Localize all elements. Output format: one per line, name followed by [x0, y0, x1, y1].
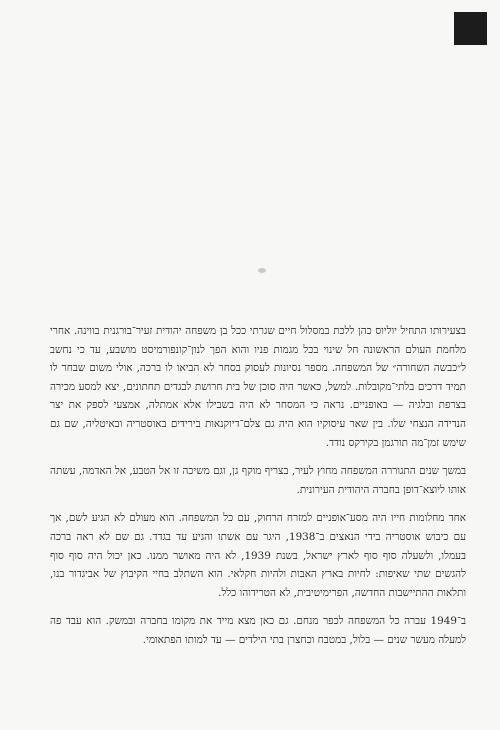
paragraph: במשך שנים התגוררה המשפחה מחוץ לעיר, בצריף מוקף גן, וגם משיכה זו אל הטבע, אל האדמה, עשתה אותו ליוצא־דופן בחברה היהודית העירונית.	[50, 465, 466, 496]
corner-marker	[454, 12, 487, 45]
body-text	[50, 322, 466, 650]
paragraph: בצעירותו התחיל יוליוס כהן ללכת במסלול חיים שגרתי ככל בן משפחה יהודית זעיר־בורגנית בווינה. אחרי מלחמת העולם הראשונה חל שינוי בכל מגמות פניו והוא הפך לנון־קונפורמיסט מושבע, עד כי נחשב ל״כבשה השחורה״ של המשפחה. מספר נסיונות לעסוק בסחר לא הביאו לו ברכה, אולי משום שבחר לו תמיד דרכים בלתי־מקובלות. למשל, כאשר היה סוכן של בית חרושת לבגדים תחתונים, יצא למסע מכירה בצרפת ובלגיה — באופניים. נראה כי המסחר לא היה בשבילו אלא אמתלה, אמצעי לספק את יצר הנדידה הנצחי שלו. בין שאר עיסוקיו הוא היה גם צלם־דיוקנאות בירידים באוסטריה ובאיטליה, שם גם שימש זמן־מה תורגמן בקירקס נודד.	[50, 325, 466, 449]
scan-speck	[258, 268, 266, 273]
paragraph: אחד מחלומות חייו היה מסע־אופניים למזרח הרחוק, עם כל המשפחה. הוא מעולם לא הגיע לשם, אך עם כיבוש אוסטריה בידי הנאצים ב־1938, היגר עם אשתו והגיע עד בגדד. גם שם לא ראה ברכה בעמלו, ולשעלה סוף סוף לארץ ישראל, בשנת 1939, לא היה מאושר ממנו. כאן יכול היה סוף סוף להגשים שתי שאיפות: לחיות בארץ האבות ולהיות חקלאי. הוא השתלב בחיי הקיבוץ של אביגדור בנו, ותלאות ההתיישבות החדשה, הפרימיטיבית, לא הטרידוהו כלל.	[50, 512, 467, 599]
paragraph: ב־1949 עברה כל המשפחה לכפר מנחם. גם כאן מצא מייד את מקומו בחברה ובמשק. הוא עבד פה למעלה מעשר שנים — בלול, במטבח וכחצרן בתי הילדים — עד למותו הפתאומי.	[50, 615, 466, 646]
